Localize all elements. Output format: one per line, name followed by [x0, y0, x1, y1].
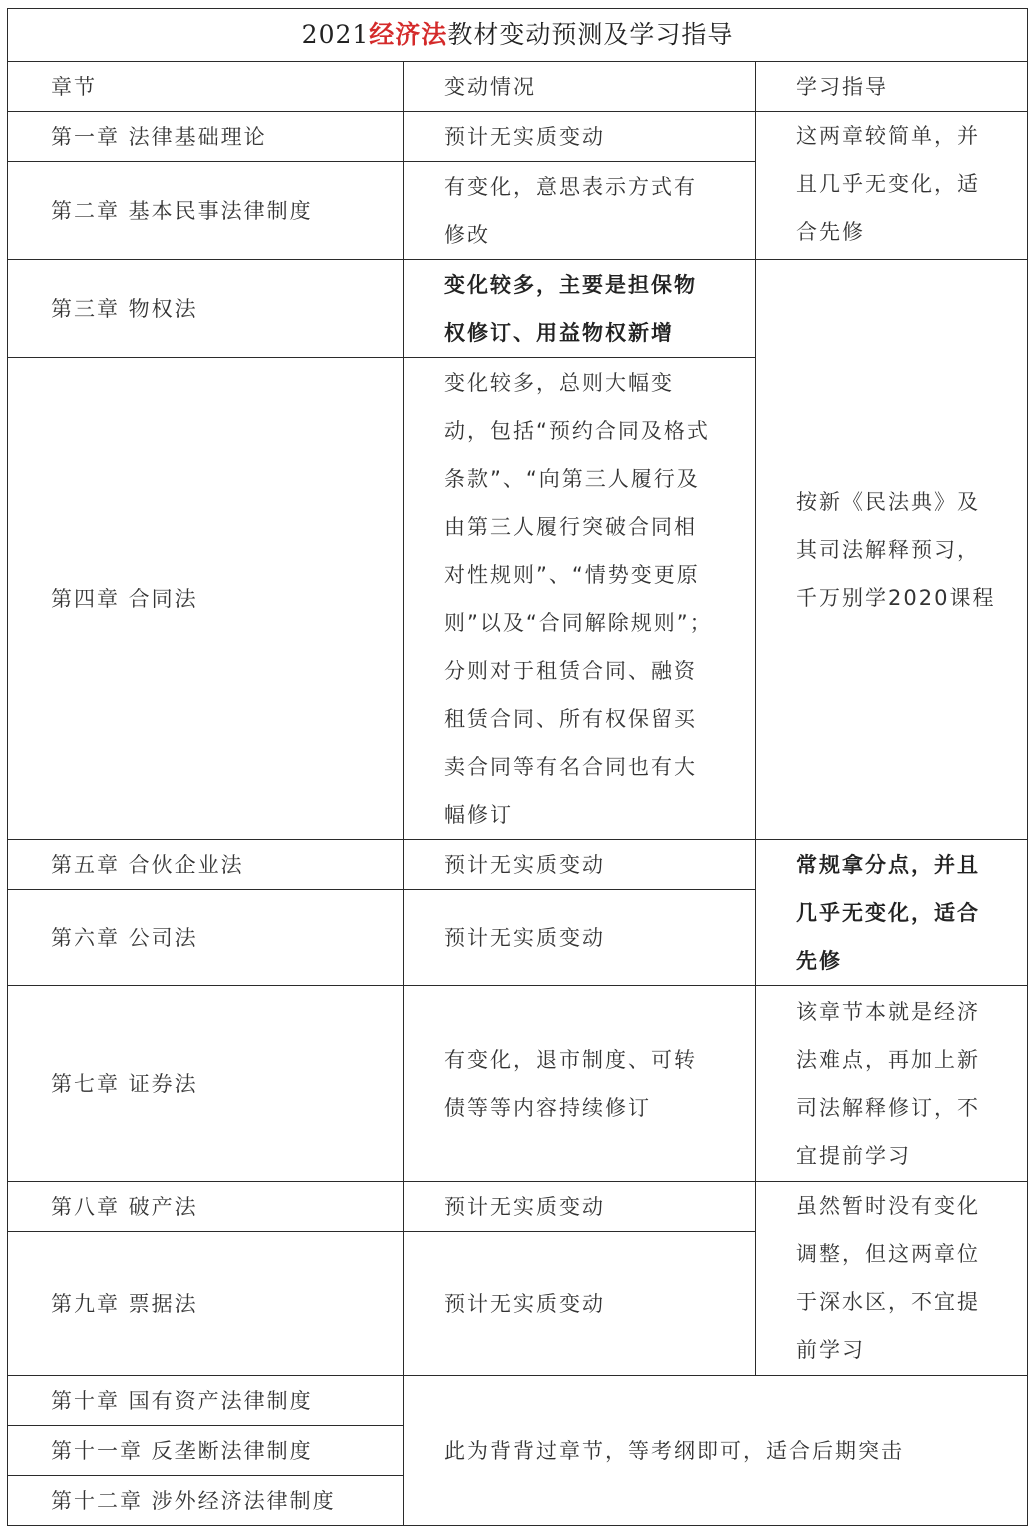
table-row [8, 112, 1028, 162]
chapter-cell: 第九章 票据法 [8, 1232, 404, 1376]
chapter-table [7, 8, 1028, 1526]
change-cell: 有变化，退市制度、可转债等等内容持续修订 [404, 986, 756, 1182]
change-cell: 变化较多，主要是担保物权修订、用益物权新增 [404, 260, 756, 358]
merged-change-cell: 此为背背过章节，等考纲即可，适合后期突击 [404, 1376, 1028, 1526]
title-year: 2021 [301, 20, 370, 49]
change-cell: 预计无实质变动 [404, 1182, 756, 1232]
table-row [8, 986, 1028, 1182]
chapter-cell: 第三章 物权法 [8, 260, 404, 358]
table-row [8, 260, 1028, 358]
chapter-cell: 第一章 法律基础理论 [8, 112, 404, 162]
change-cell: 预计无实质变动 [404, 112, 756, 162]
title-highlight: 经济法 [369, 20, 448, 49]
header-guide: 学习指导 [756, 62, 1028, 112]
change-cell: 预计无实质变动 [404, 840, 756, 890]
title-row [8, 9, 1028, 62]
guide-cell: 该章节本就是经济法难点，再加上新司法解释修订，不宜提前学习 [756, 986, 1028, 1182]
table-row [8, 1182, 1028, 1232]
chapter-cell: 第二章 基本民事法律制度 [8, 162, 404, 260]
guide-cell: 虽然暂时没有变化调整，但这两章位于深水区，不宜提前学习 [756, 1182, 1028, 1376]
chapter-cell: 第十二章 涉外经济法律制度 [8, 1476, 404, 1526]
change-cell: 预计无实质变动 [404, 1232, 756, 1376]
change-cell: 变化较多，总则大幅变动，包括“预约合同及格式条款”、“向第三人履行及由第三人履行突破合同相对性规则”、“情势变更原则”以及“合同解除规则”；分则对于租赁合同、融资租赁合同、所有权保留买卖合同等有名合同也有大幅修订 [404, 358, 756, 840]
header-chapter: 章节 [8, 62, 404, 112]
guide-cell: 常规拿分点，并且几乎无变化，适合先修 [756, 840, 1028, 986]
chapter-cell: 第十一章 反垄断法律制度 [8, 1426, 404, 1476]
table-row [8, 1376, 1028, 1426]
table-title [8, 9, 1028, 62]
table-row [8, 840, 1028, 890]
chapter-cell: 第八章 破产法 [8, 1182, 404, 1232]
chapter-cell: 第五章 合伙企业法 [8, 840, 404, 890]
guide-cell: 按新《民法典》及其司法解释预习，千万别学2020课程 [756, 260, 1028, 840]
chapter-cell: 第十章 国有资产法律制度 [8, 1376, 404, 1426]
change-cell: 预计无实质变动 [404, 890, 756, 986]
header-row [8, 62, 1028, 112]
guide-cell: 这两章较简单，并且几乎无变化，适合先修 [756, 112, 1028, 260]
chapter-cell: 第七章 证券法 [8, 986, 404, 1182]
chapter-cell: 第四章 合同法 [8, 358, 404, 840]
title-suffix: 教材变动预测及学习指导 [447, 20, 734, 49]
header-change: 变动情况 [404, 62, 756, 112]
chapter-table-container [7, 8, 1027, 1526]
chapter-cell: 第六章 公司法 [8, 890, 404, 986]
change-cell: 有变化，意思表示方式有修改 [404, 162, 756, 260]
